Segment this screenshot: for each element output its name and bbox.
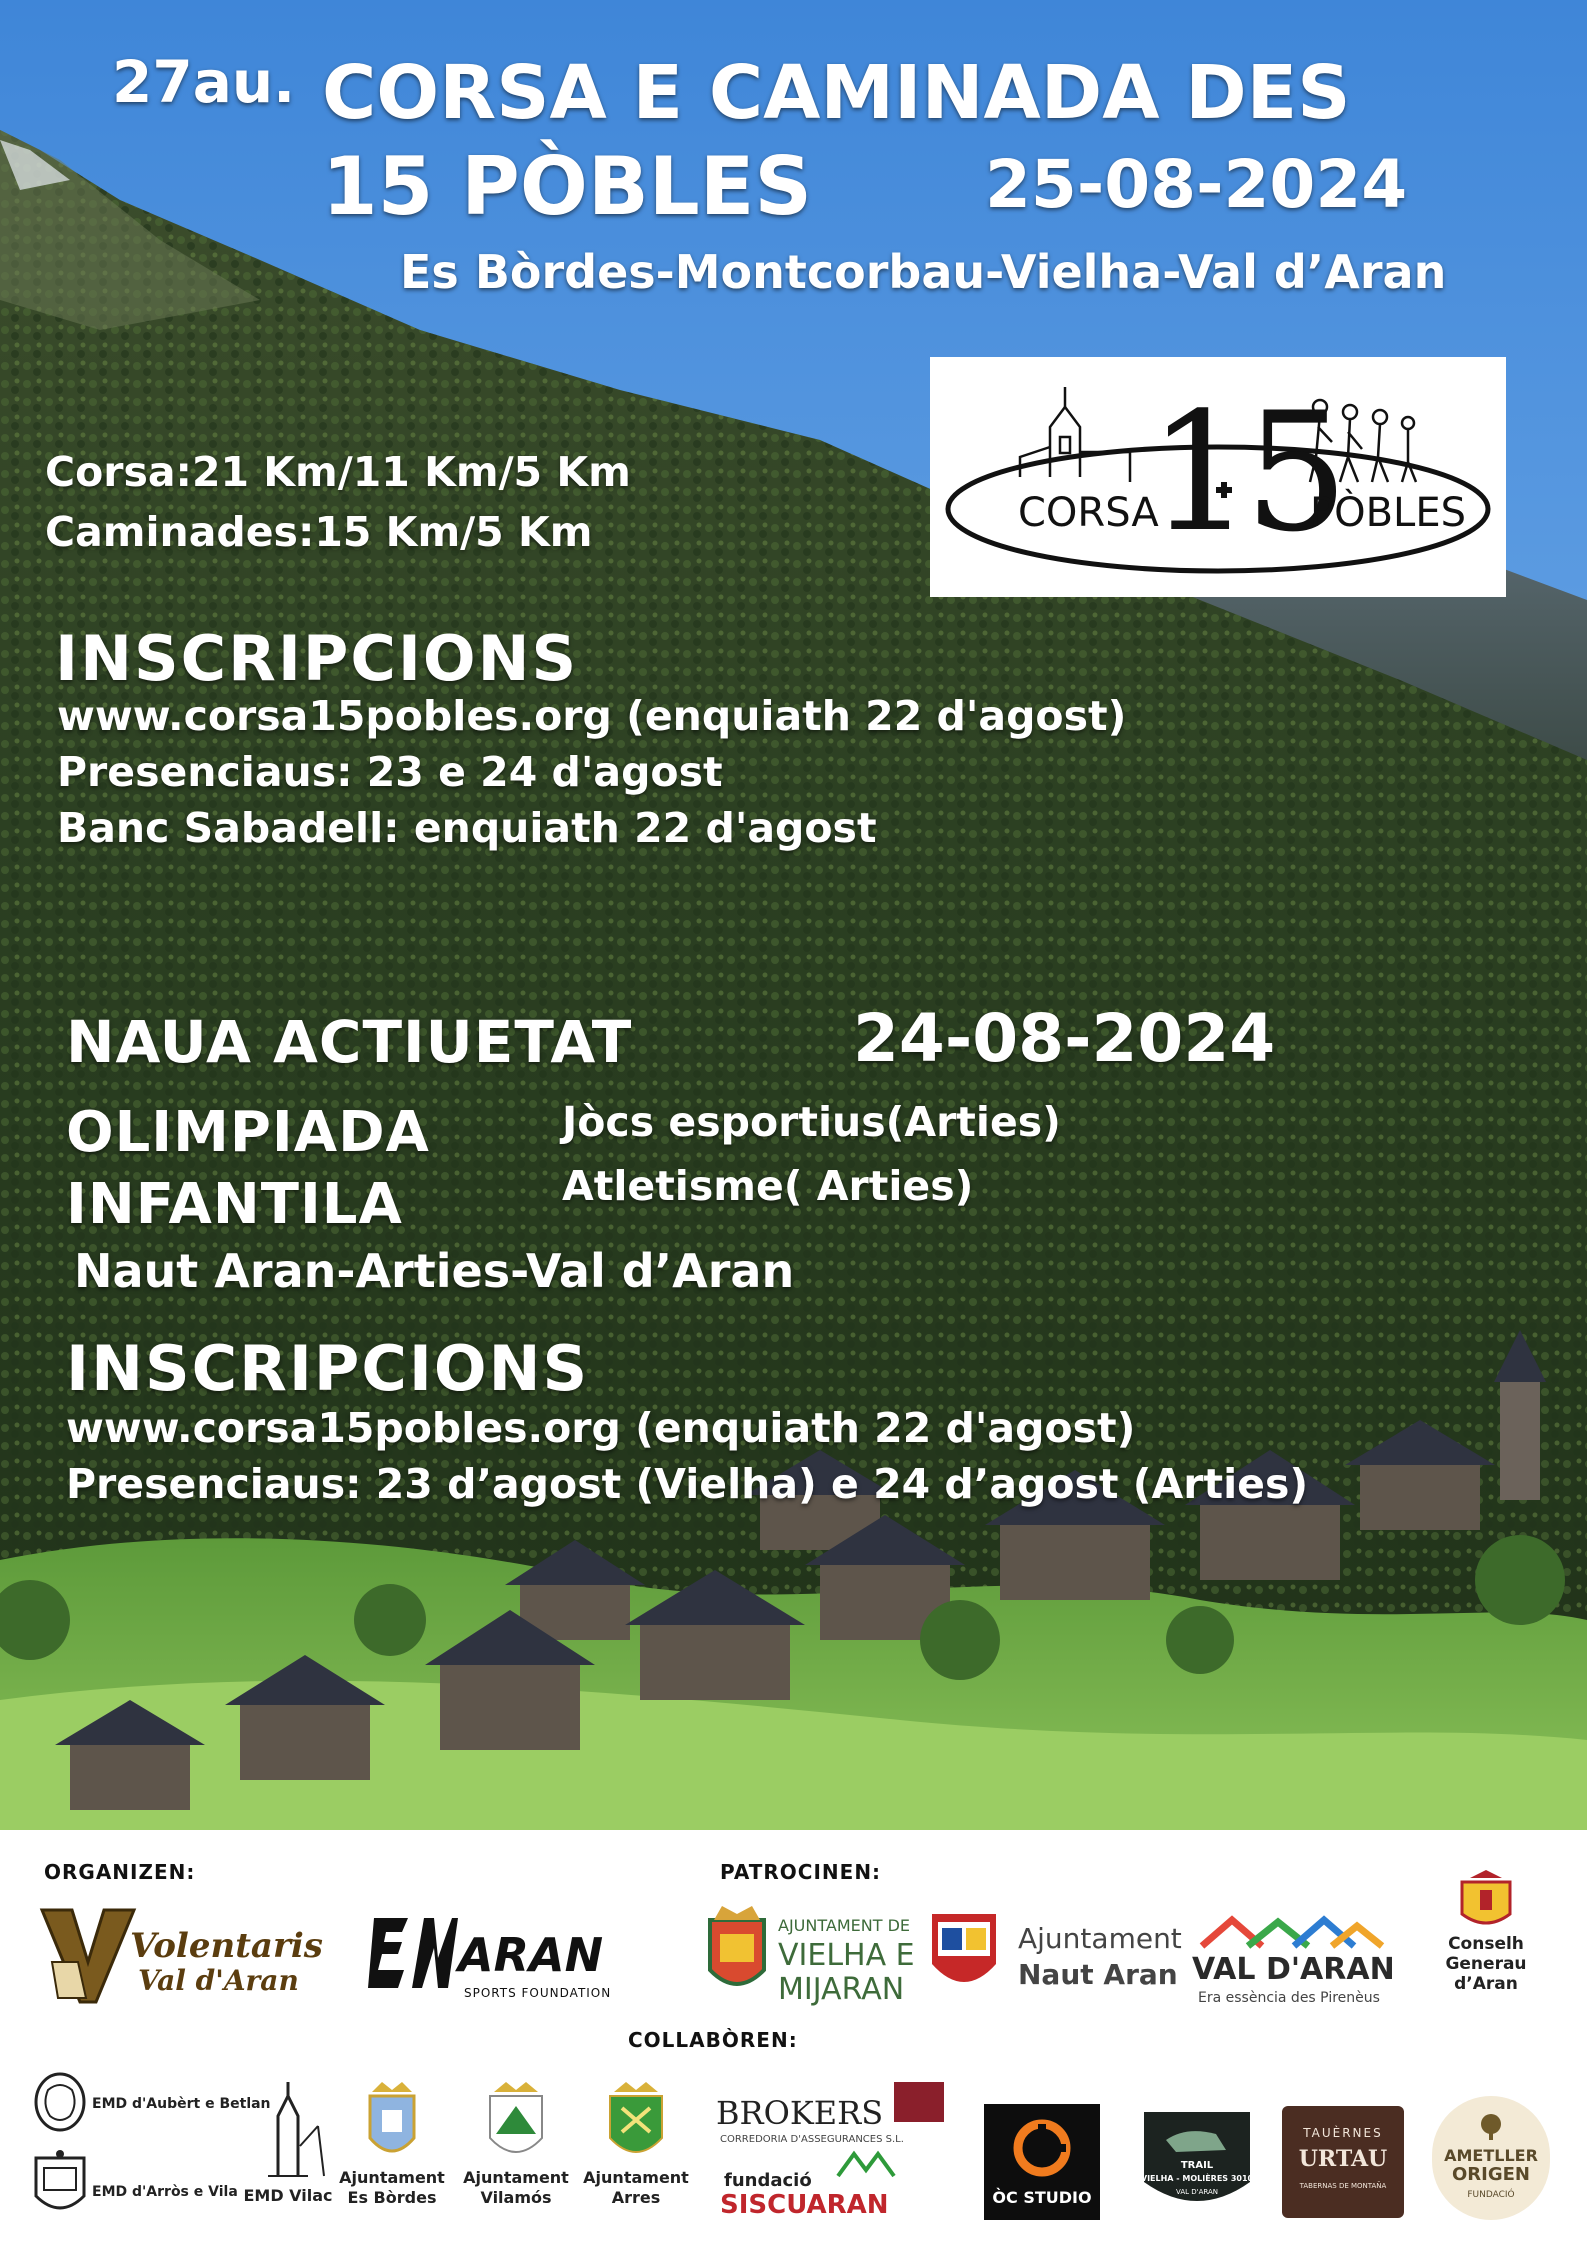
arres-shield-icon (576, 2080, 696, 2166)
vielha-coat-of-arms-icon (702, 1900, 772, 2000)
tauernes-label-2: URTAU (1298, 2146, 1388, 2172)
volentaris-v-icon (38, 1902, 138, 2006)
tauernes-urtau-logo (1282, 2106, 1404, 2218)
logo-word-pobles: PÒBLES (1310, 490, 1466, 536)
val-daran-logo (1192, 1912, 1395, 2012)
walk-distances: Caminades:15 Km/5 Km (45, 508, 593, 556)
aran-sports-foundation-logo (368, 1908, 618, 2008)
vilamos-label-2: Vilamós (480, 2188, 552, 2207)
brokers-badge (894, 2082, 944, 2122)
volentaris-logo (38, 1902, 338, 2012)
ajuntament-arres-logo (576, 2080, 696, 2220)
oc-studio-label: ÒC STUDIO (992, 2188, 1092, 2207)
siscuaran-label-2: SISCUARAN (720, 2190, 889, 2220)
registration-heading: INSCRIPCIONS (55, 622, 579, 695)
kids-registration-online: www.corsa15pobles.org (enquiath 22 d'agost) (66, 1404, 1136, 1452)
emd-vilac-label: EMD Vilac (243, 2186, 333, 2205)
ametller-label-3: FUNDACIÓ (1467, 2190, 1515, 2200)
sponsors-section (0, 1830, 1587, 2245)
aran-word: ARAN (458, 1928, 604, 1982)
siscuaran-mountain-icon (836, 2148, 896, 2178)
arres-label-1: Ajuntament (583, 2168, 689, 2187)
ametller-label-2: ORIGEN (1452, 2164, 1530, 2185)
naut-aran-label-1: Ajuntament (1018, 1922, 1182, 1955)
naut-aran-label-2: Naut Aran (1018, 1958, 1178, 1991)
val-daran-tagline: Era essència des Pirenèus (1198, 1990, 1380, 2006)
logo-number: 15 (1148, 377, 1341, 568)
activity-name-line1: OLIMPIADA (66, 1100, 430, 1165)
activity-location: Naut Aran-Arties-Val d’Aran (74, 1244, 795, 1298)
new-activity-date: 24-08-2024 (853, 1000, 1276, 1077)
activity-name-line2: INFANTILA (66, 1172, 403, 1237)
brokers-subtitle: CORREDORIA D'ASSEGURANCES S.L. (720, 2134, 904, 2145)
emd-arros-label: EMD d'Arròs e Vila (92, 2184, 238, 2200)
emd-arros-logo (30, 2150, 260, 2230)
oc-studio-mark-icon (1012, 2118, 1072, 2178)
logo-word-corsa: CORSA (1018, 490, 1159, 536)
conselh-generau-logo (1426, 1870, 1546, 2020)
es-bordes-shield-icon (332, 2080, 452, 2166)
ajuntament-vilamos-logo (456, 2080, 576, 2220)
kids-registration-heading: INSCRIPCIONS (66, 1332, 590, 1405)
activity-athletics: Atletisme( Arties) (562, 1162, 974, 1210)
siscuaran-label-1: fundació (724, 2170, 812, 2191)
emd-aubert-emblem-icon (30, 2070, 90, 2134)
tauernes-label-1: TAUÈRNES (1303, 2126, 1383, 2140)
trail-label-3: VAL D'ARAN (1176, 2188, 1218, 2196)
vielha-label-2: VIELHA E (778, 1938, 915, 1973)
event-location: Es Bòrdes-Montcorbau-Vielha-Val d’Aran (400, 245, 1447, 299)
val-daran-name: VAL D'ARAN (1192, 1952, 1395, 1987)
oc-studio-logo (984, 2104, 1100, 2220)
event-title-line1: CORSA E CAMINADA DES (322, 50, 1351, 136)
ajuntament-naut-aran-logo (928, 1908, 1182, 2008)
ametller-tree-icon (1476, 2112, 1506, 2142)
trail-label-1: TRAIL (1180, 2160, 1214, 2171)
emd-vilac-logo (238, 2076, 338, 2216)
corsa-15-pobles-logo (930, 357, 1506, 597)
registration-in-person: Presenciaus: 23 e 24 d'agost (57, 748, 723, 796)
vielha-label-3: MIJARAN (778, 1972, 905, 2007)
conselh-label-2: Generau (1445, 1954, 1527, 1974)
brokers-name: BROKERS (716, 2094, 884, 2132)
vilamos-label-1: Ajuntament (463, 2168, 569, 2187)
registration-bank: Banc Sabadell: enquiath 22 d'agost (57, 804, 877, 852)
emd-vilac-church-icon (238, 2076, 338, 2186)
event-title-line2: 15 PÒBLES (322, 140, 813, 233)
volentaris-name: Volentaris (130, 1926, 323, 1966)
aran-sports-mark-icon (368, 1908, 458, 1998)
conselh-label-3: d’Aran (1454, 1974, 1518, 1994)
kids-registration-in-person: Presenciaus: 23 d’agost (Vielha) e 24 d’agost (Arties) (66, 1460, 1309, 1508)
conselh-shield-icon (1426, 1870, 1546, 1932)
es-bordes-label-1: Ajuntament (339, 2168, 445, 2187)
emd-aubert-label: EMD d'Aubèrt e Betlan (92, 2096, 271, 2112)
arres-label-2: Arres (611, 2188, 661, 2207)
ametller-origen-logo (1432, 2096, 1550, 2220)
conselh-label-1: Conselh (1448, 1934, 1524, 1954)
emd-aubert-logo (30, 2070, 271, 2140)
collaborators-label: COLLABÒREN: (628, 2028, 798, 2052)
trail-vielha-molieres-logo (1136, 2100, 1258, 2222)
patrons-label: PATROCINEN: (720, 1860, 882, 1884)
ajuntament-es-bordes-logo (332, 2080, 452, 2220)
edition-number: 27au. (112, 48, 296, 116)
naut-aran-shield-icon (928, 1908, 1000, 1998)
race-distances: Corsa:21 Km/11 Km/5 Km (45, 448, 631, 496)
vilamos-shield-icon (456, 2080, 576, 2166)
trail-label-2: VIELHA - MOLIÈRES 3010 (1140, 2174, 1254, 2183)
brokers-siscuaran-logos (716, 2080, 946, 2230)
emd-arros-coat-icon (30, 2150, 90, 2220)
tauernes-label-3: TABERNAS DE MONTAÑA (1299, 2182, 1387, 2190)
es-bordes-label-2: Es Bòrdes (347, 2188, 437, 2207)
ametller-label-1: AMETLLER (1444, 2146, 1538, 2165)
event-date: 25-08-2024 (985, 146, 1408, 223)
vielha-label-1: AJUNTAMENT DE (778, 1916, 910, 1935)
ajuntament-vielha-logo (702, 1900, 915, 2012)
new-activity-heading: NAUA ACTIUETAT (66, 1008, 633, 1076)
registration-online: www.corsa15pobles.org (enquiath 22 d'agost) (57, 692, 1127, 740)
aran-sports-subtitle: SPORTS FOUNDATION (464, 1986, 612, 2000)
activity-sport-games: Jòcs esportius(Arties) (562, 1098, 1061, 1146)
volentaris-region: Val d'Aran (138, 1964, 299, 1997)
val-daran-mountains-icon (1192, 1912, 1392, 1952)
organizers-label: ORGANIZEN: (44, 1860, 196, 1884)
